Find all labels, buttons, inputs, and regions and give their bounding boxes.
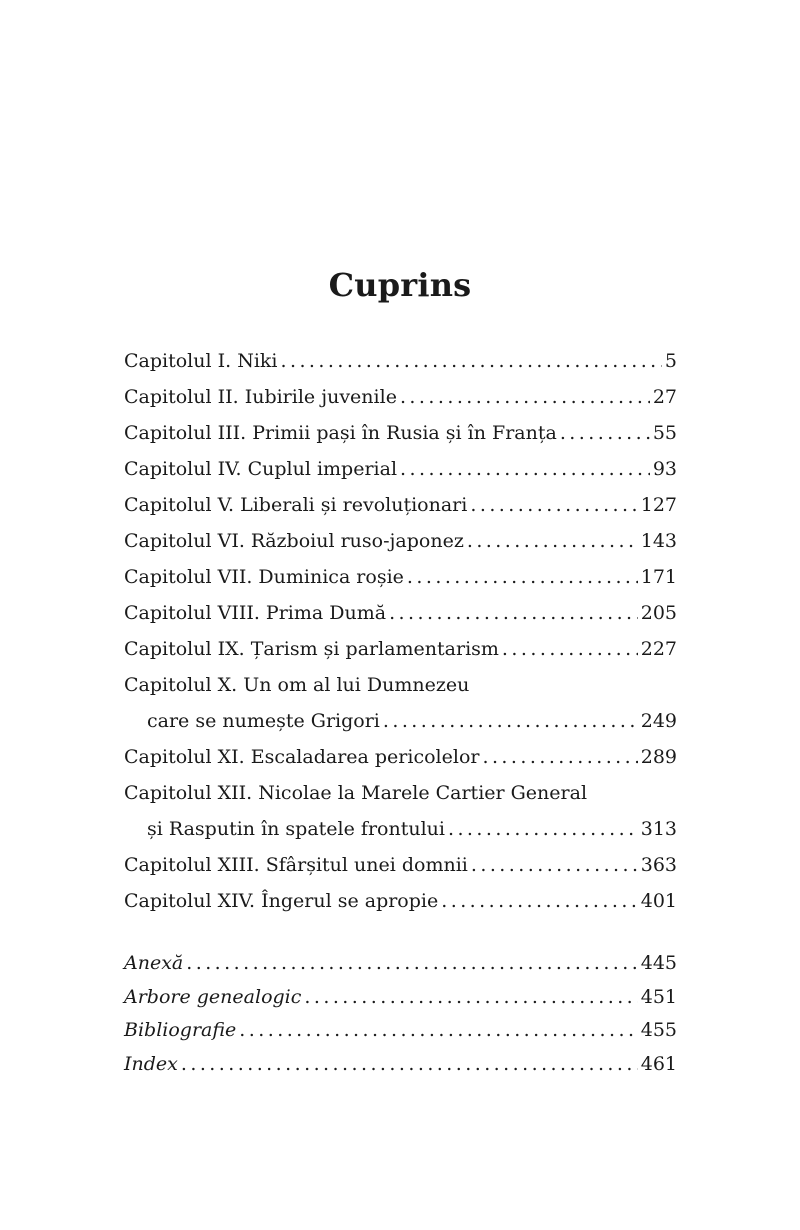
page-number: 143 xyxy=(640,530,677,552)
chapter-title: Capitolul IV. Cuplul imperial xyxy=(124,458,398,480)
dot-leader xyxy=(304,983,637,1011)
dot-leader xyxy=(186,949,637,977)
page-number: 27 xyxy=(652,386,677,408)
chapter-title: Capitolul II. Iubirile juvenile xyxy=(124,386,397,408)
toc-entry-bibliografie[interactable] xyxy=(124,1016,677,1044)
chapter-title: Capitolul VI. Războiul ruso-japonez xyxy=(124,530,464,552)
dot-leader xyxy=(383,707,638,735)
dot-leader xyxy=(560,419,650,447)
dot-leader xyxy=(389,599,638,627)
toc-entry-chapter-13[interactable] xyxy=(124,851,677,879)
toc-entry-chapter-8[interactable] xyxy=(124,599,677,627)
chapter-title: Capitolul I. Niki xyxy=(124,350,278,372)
table-of-contents xyxy=(124,347,677,923)
dot-leader xyxy=(471,851,638,879)
back-matter-list xyxy=(124,949,677,1083)
toc-entry-arbore-genealogic[interactable] xyxy=(124,983,677,1011)
chapter-title-continued: care se numește Grigori xyxy=(147,710,380,732)
page-number: 55 xyxy=(652,422,677,444)
page-number: 5 xyxy=(664,350,677,372)
toc-entry-chapter-6[interactable] xyxy=(124,527,677,555)
dot-leader xyxy=(467,527,638,555)
toc-entry-chapter-9[interactable] xyxy=(124,635,677,663)
chapter-title: Capitolul VII. Duminica roșie xyxy=(124,566,404,588)
toc-entry-chapter-14[interactable] xyxy=(124,887,677,915)
page-number: 455 xyxy=(640,1019,677,1041)
page-number: 363 xyxy=(640,854,677,876)
page-number: 171 xyxy=(640,566,677,588)
toc-entry-chapter-5[interactable] xyxy=(124,491,677,519)
toc-entry-chapter-1[interactable] xyxy=(124,347,677,375)
dot-leader xyxy=(280,347,661,375)
dot-leader xyxy=(400,455,650,483)
page-number: 451 xyxy=(640,985,677,1008)
page-number: 445 xyxy=(640,952,677,974)
dot-leader xyxy=(441,887,638,915)
dot-leader xyxy=(181,1050,638,1078)
page-number: 289 xyxy=(640,746,677,768)
dot-leader xyxy=(502,635,638,663)
chapter-title: Capitolul XIII. Sfârșitul unei domnii xyxy=(124,854,468,876)
back-matter-title: Bibliografie xyxy=(124,1019,237,1041)
page-number: 93 xyxy=(652,458,677,480)
chapter-title: Capitolul V. Liberali și revoluționari xyxy=(124,494,468,516)
chapter-title: Capitolul III. Primii pași în Rusia și în Franța xyxy=(124,422,557,444)
chapter-title: Capitolul XII. Nicolae la Marele Cartier General xyxy=(124,782,588,804)
toc-entry-chapter-12[interactable] xyxy=(124,779,677,843)
chapter-title: Capitolul IX. Țarism și parlamentarism xyxy=(124,638,499,660)
dot-leader xyxy=(482,743,637,771)
dot-leader xyxy=(470,491,637,519)
page-number: 313 xyxy=(640,818,677,840)
dot-leader xyxy=(407,563,638,591)
chapter-title: Capitolul XIV. Îngerul se apropie xyxy=(124,890,439,912)
toc-entry-chapter-11[interactable] xyxy=(124,743,677,771)
page-number: 205 xyxy=(640,602,677,624)
page-number: 249 xyxy=(640,710,677,732)
back-matter-title: Anexă xyxy=(124,952,184,974)
chapter-title: Capitolul XI. Escaladarea pericolelor xyxy=(124,746,480,768)
toc-entry-index[interactable] xyxy=(124,1050,677,1078)
toc-entry-chapter-2[interactable] xyxy=(124,383,677,411)
page-number: 401 xyxy=(640,890,677,912)
toc-entry-chapter-4[interactable] xyxy=(124,455,677,483)
toc-entry-chapter-3[interactable] xyxy=(124,419,677,447)
page-number: 127 xyxy=(640,494,677,516)
back-matter-title: Index xyxy=(124,1052,178,1075)
toc-entry-chapter-7[interactable] xyxy=(124,563,677,591)
page-title: Cuprins xyxy=(328,266,472,305)
dot-leader xyxy=(448,815,638,843)
toc-entry-chapter-10[interactable] xyxy=(124,671,677,735)
chapter-title-continued: și Rasputin în spatele frontului xyxy=(147,818,445,840)
dot-leader xyxy=(239,1016,637,1044)
page-number: 461 xyxy=(640,1052,677,1075)
toc-entry-anexa[interactable] xyxy=(124,949,677,977)
back-matter-title: Arbore genealogic xyxy=(124,985,302,1008)
chapter-title: Capitolul VIII. Prima Dumă xyxy=(124,602,387,624)
dot-leader xyxy=(400,383,650,411)
chapter-title: Capitolul X. Un om al lui Dumnezeu xyxy=(124,674,470,696)
page-number: 227 xyxy=(640,638,677,660)
